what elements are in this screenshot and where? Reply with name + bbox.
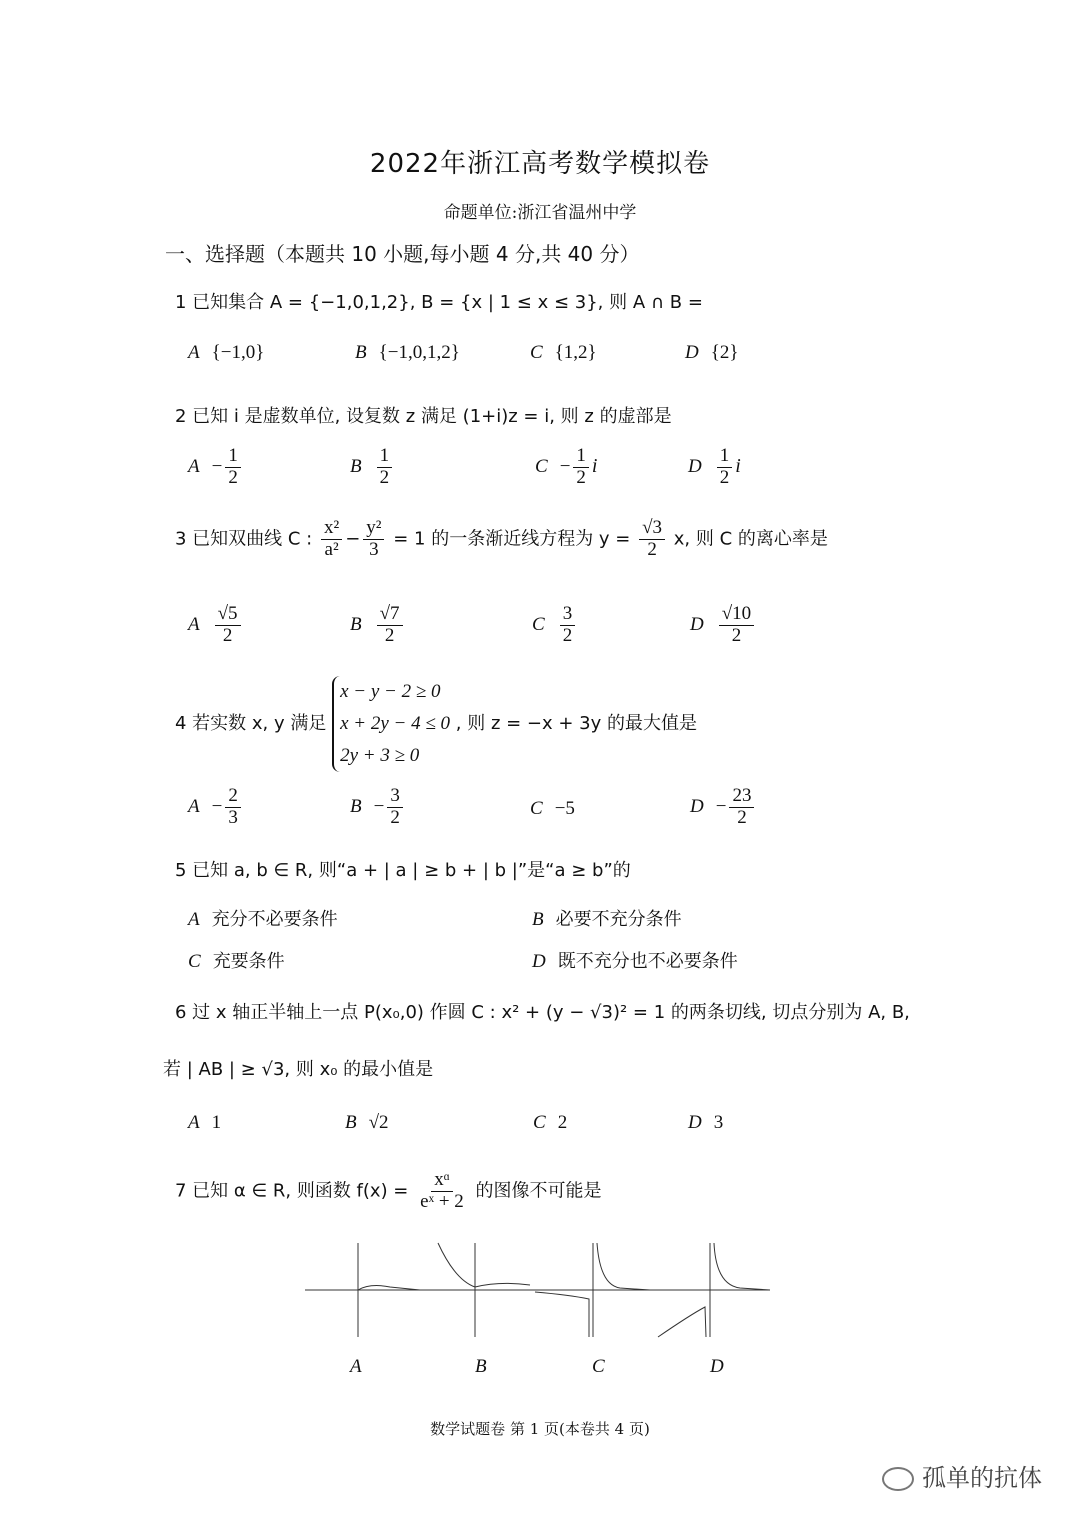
graph-label-a: A	[350, 1356, 362, 1377]
q1-option-c: C {1,2}	[530, 342, 597, 363]
graph-b-curve	[438, 1243, 530, 1287]
graph-label-b: B	[475, 1356, 487, 1377]
question-5: 5 已知 a, b ∈ R, 则“a + | a | ≥ b + | b |”是“a ≥ b”的	[175, 860, 631, 881]
wechat-icon	[882, 1467, 914, 1491]
q1-option-b: B {−1,0,1,2}	[355, 342, 460, 363]
q2-option-c: C − $\frac{1}{2}$ i	[535, 445, 598, 488]
graph-label-c: C	[592, 1356, 605, 1377]
graph-d-curve-right	[714, 1243, 770, 1290]
q1-option-a: A {−1,0}	[188, 342, 265, 363]
question-2: 2 已知 i 是虚数单位, 设复数 z 满足 (1+i)z = i, 则 z 的虚部是	[175, 406, 672, 427]
question-1: 1 已知集合 A = {−1,0,1,2}, B = {x | 1 ≤ x ≤ 3}, 则 A ∩ B =	[175, 292, 703, 313]
q2-option-b: B $\frac{1}{2}$	[350, 446, 395, 489]
q3-option-c: C $\frac{3}{2}$	[532, 604, 578, 647]
q6-option-b: B √2	[345, 1112, 389, 1133]
graph-d-curve-left	[658, 1307, 706, 1337]
question-3: 3 已知双曲线 C : $\frac{\text{x²}}{\text{a²}}$ − $\frac{\text{y²}}{3}$ = 1 的一条渐近线方程为 y = $\frac{√3}{2}$ x, 则 C 的离心率是	[175, 517, 828, 560]
q6-option-d: D 3	[688, 1112, 724, 1133]
question-6: 6 过 x 轴正半轴上一点 P(x₀,0) 作圆 C : x² + (y − √3)² = 1 的两条切线, 切点分别为 A, B,	[175, 1002, 910, 1023]
q5-option-d: D 既不充分也不必要条件	[532, 951, 738, 972]
watermark: 孤单的抗体	[882, 1458, 1042, 1493]
q6-option-a: A 1	[188, 1112, 222, 1133]
q5-option-b: B 必要不充分条件	[532, 909, 682, 930]
q4-option-b: B − $\frac{3}{2}$	[350, 786, 406, 829]
question-4: 4 若实数 x, y 满足 x − y − 2 ≥ 0 x + 2y − 4 ≤ 0 2y + 3 ≥ 0 , 则 z = −x + 3y 的最大值是	[175, 676, 697, 772]
constraint-system: x − y − 2 ≥ 0 x + 2y − 4 ≤ 0 2y + 3 ≥ 0	[332, 676, 450, 772]
q4-option-d: D − $\frac{23}{2}$	[690, 786, 757, 829]
q6-option-c: C 2	[533, 1112, 568, 1133]
q7-graphs	[300, 1235, 780, 1345]
graph-a-curve	[358, 1286, 420, 1290]
q3-option-d: D $\frac{√10}{2}$	[690, 604, 757, 647]
graph-c-curve-right	[597, 1243, 650, 1290]
q3-option-b: B $\frac{√7}{2}$	[350, 604, 406, 647]
q5-option-c: C 充要条件	[188, 951, 285, 972]
author-unit: 命题单位:浙江省温州中学	[443, 203, 637, 223]
q2-option-d: D $\frac{1}{2}$ i	[688, 445, 741, 488]
graph-label-d: D	[710, 1356, 724, 1377]
page-title: 2022年浙江高考数学模拟卷	[369, 149, 711, 179]
q4-option-a: A − $\frac{2}{3}$	[188, 786, 244, 829]
page-footer: 数学试题卷 第 1 页(本卷共 4 页)	[430, 1420, 650, 1438]
q1-option-d: D {2}	[685, 342, 739, 363]
question-6-cont: 若 | AB | ≥ √3, 则 x₀ 的最小值是	[163, 1059, 434, 1080]
q3-option-a: A $\frac{√5}{2}$	[188, 604, 244, 647]
question-7: 7 已知 α ∈ R, 则函数 f(x) = $\frac{\text{xᵅ}}{\text{eˣ + 2}}$ 的图像不可能是	[175, 1169, 602, 1212]
q5-option-a: A 充分不必要条件	[188, 909, 338, 930]
section-heading: 一、选择题（本题共 10 小题,每小题 4 分,共 40 分）	[165, 242, 640, 266]
q4-option-c: C −5	[530, 798, 575, 819]
graph-c-curve-left	[535, 1292, 589, 1337]
q2-option-a: A − $\frac{1}{2}$	[188, 446, 244, 489]
